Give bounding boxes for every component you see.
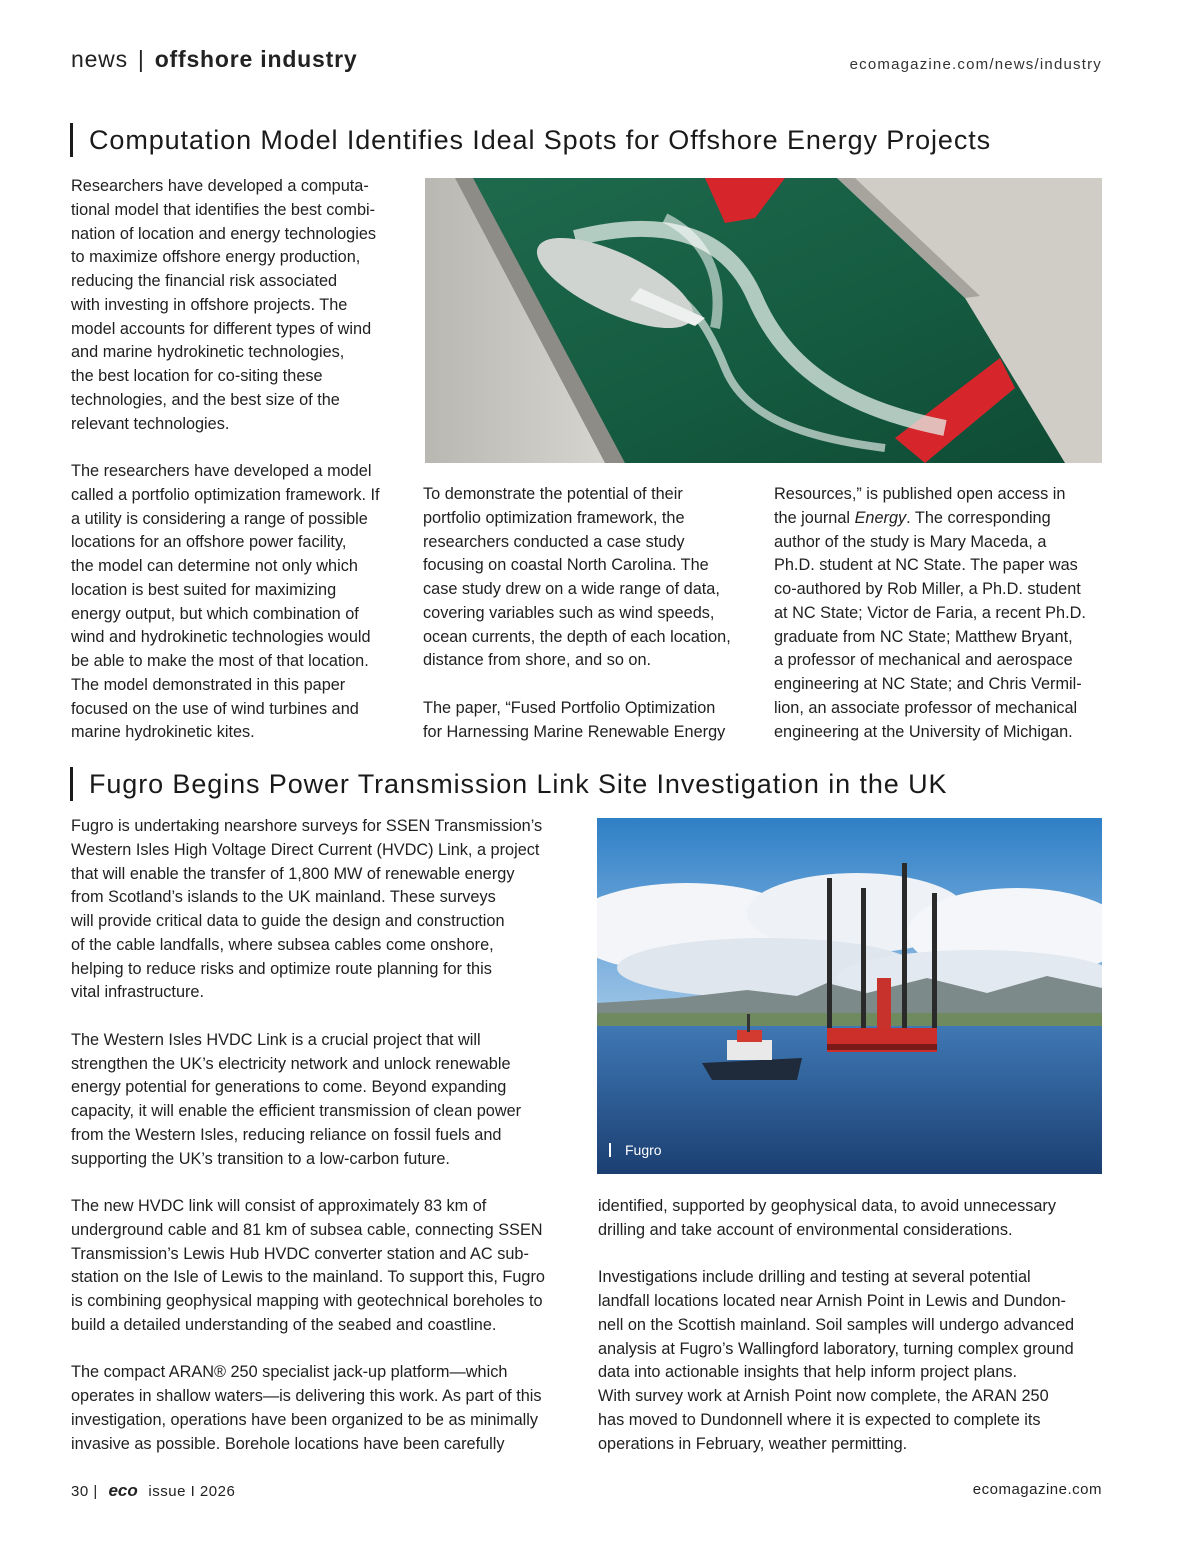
text-line: focused on the use of wind turbines and — [71, 699, 359, 718]
journal-name: Energy — [854, 508, 907, 527]
text-line: is combining geophysical mapping with geotechnical boreholes to — [71, 1292, 543, 1310]
text-line: relevant technologies. — [71, 414, 230, 433]
caption-bar — [609, 1143, 611, 1157]
article2-title-text: Fugro Begins Power Transmission Link Site Investigation in the UK — [89, 769, 948, 799]
text-line: The paper, “Fused Portfolio Optimization — [423, 698, 716, 717]
article2-col1-para4 — [71, 1361, 581, 1456]
text-line: operations in February, weather permitting. — [598, 1434, 908, 1453]
header-url: ecomagazine.com/news/industry — [849, 56, 1102, 73]
text-line: graduate from NC State; Matthew Bryant, — [774, 627, 1073, 646]
article2-col1-para2 — [71, 1029, 581, 1172]
text-line: The compact ARAN® 250 specialist jack-up platform—which — [71, 1363, 508, 1382]
text-line: station on the Isle of Lewis to the mainland. To support this, Fugro — [71, 1268, 545, 1287]
text-line: drilling and take account of environmental considerations. — [598, 1220, 1013, 1239]
text-line: from the Western Isles, reducing reliance on fossil fuels and — [71, 1125, 502, 1144]
article1-title — [70, 123, 991, 157]
text-line: ocean currents, the depth of each location, — [423, 627, 731, 646]
text-line: that will enable the transfer of 1,800 MW of renewable energy — [71, 864, 515, 883]
text-line: To demonstrate the potential of their — [423, 485, 683, 503]
title-bar — [70, 123, 73, 157]
text-line: will provide critical data to guide the design and construction — [71, 912, 505, 930]
title-bar — [70, 767, 73, 801]
text-line: distance from shore, and so on. — [423, 651, 652, 670]
text-line: tional model that identifies the best combi- — [71, 200, 376, 219]
text-line: identified, supported by geophysical data, to avoid unnecessary — [598, 1197, 1056, 1215]
text-line: at NC State; Victor de Faria, a recent Ph.D. — [774, 603, 1086, 622]
text-line: The researchers have developed a model — [71, 462, 372, 480]
text-line: to maximize offshore energy production, — [71, 248, 361, 267]
text-line: has moved to Dundonnell where it is expected to complete its — [598, 1410, 1041, 1429]
text-line: covering variables such as wind speeds, — [423, 603, 715, 622]
text-line — [774, 507, 1104, 531]
text-line: The model demonstrated in this paper — [71, 675, 346, 694]
article2-column-2 — [598, 1195, 1108, 1456]
article1-title-text: Computation Model Identifies Ideal Spots for Offshore Energy Projects — [89, 125, 992, 155]
text-line: Western Isles High Voltage Direct Current (HVDC) Link, a project — [71, 840, 540, 859]
section-separator: | — [137, 46, 145, 72]
article1-col2-para2 — [423, 697, 763, 745]
text-line: a professor of mechanical and aerospace — [774, 651, 1073, 670]
text-line: engineering at NC State; and Chris Vermil- — [774, 675, 1082, 693]
text-fragment: the journal — [774, 508, 855, 527]
article1-col2-para1 — [423, 483, 763, 673]
text-line: reducing the financial risk associated — [71, 272, 338, 290]
article2-col2-para2 — [598, 1266, 1108, 1456]
text-line: analysis at Fugro’s Wallingford laboratory, turning complex ground — [598, 1339, 1074, 1358]
eco-logo: eco — [108, 1481, 138, 1500]
section-header — [71, 46, 357, 73]
text-line: Fugro is undertaking nearshore surveys for SSEN Transmission’s — [71, 817, 543, 835]
text-line: for Harnessing Marine Renewable Energy — [423, 722, 726, 741]
caption-text: Fugro — [625, 1142, 662, 1158]
text-line: location is best suited for maximizing — [71, 580, 337, 599]
section-topic: offshore industry — [154, 46, 358, 72]
text-line: technologies, and the best size of the — [71, 390, 340, 409]
text-line: nation of location and energy technologies — [71, 224, 377, 243]
text-line: vital infrastructure. — [71, 983, 205, 1002]
article1-col1-para1 — [71, 175, 411, 436]
text-line: Investigations include drilling and testing at several potential — [598, 1268, 1031, 1287]
text-line: helping to reduce risks and optimize route planning for this — [71, 959, 492, 978]
article1-column-1 — [71, 175, 411, 745]
article1-col1-para2 — [71, 460, 411, 745]
text-line: marine hydrokinetic kites. — [71, 723, 255, 742]
jackup-platform-photo — [597, 818, 1102, 1174]
photo-caption — [609, 1142, 662, 1158]
text-line: energy output, but which combination of — [71, 604, 359, 623]
text-line: the model can determine not only which — [71, 557, 358, 575]
text-line: focusing on coastal North Carolina. The — [423, 556, 709, 575]
text-line: and marine hydrokinetic technologies, — [71, 343, 345, 362]
text-line: Researchers have developed a computa- — [71, 177, 369, 195]
text-line: co-authored by Rob Miller, a Ph.D. student — [774, 580, 1081, 598]
text-line: a utility is considering a range of possible — [71, 509, 368, 528]
text-line: be able to make the most of that location. — [71, 652, 369, 670]
text-line: operates in shallow waters—is delivering this work. As part of this — [71, 1387, 542, 1405]
text-line: Ph.D. student at NC State. The paper was — [774, 556, 1078, 575]
text-line: invasive as possible. Borehole locations have been carefully — [71, 1434, 505, 1453]
text-line: portfolio optimization framework, the — [423, 508, 685, 527]
text-fragment: . The corresponding — [906, 508, 1051, 527]
text-line: nell on the Scottish mainland. Soil samples will undergo advanced — [598, 1315, 1075, 1334]
article2-col1-para1 — [71, 815, 581, 1005]
footer-left — [71, 1481, 235, 1501]
article2-col2-para1 — [598, 1195, 1108, 1243]
text-line: strengthen the UK’s electricity network and unlock renewable — [71, 1054, 511, 1073]
article2-col1-para3 — [71, 1195, 581, 1338]
text-line: researchers conducted a case study — [423, 532, 685, 551]
text-line: model accounts for different types of wind — [71, 319, 372, 338]
text-line: with investing in offshore projects. The — [71, 295, 348, 314]
text-line: engineering at the University of Michigan. — [774, 722, 1073, 741]
text-line: capacity, it will enable the efficient transmission of clean power — [71, 1102, 522, 1120]
text-line: data into actionable insights that help inform project plans. — [598, 1363, 1018, 1382]
text-line: The Western Isles HVDC Link is a crucial project that will — [71, 1030, 481, 1049]
text-line: underground cable and 81 km of subsea cable, connecting SSEN — [71, 1220, 543, 1239]
text-line: from Scotland’s islands to the UK mainland. These surveys — [71, 888, 496, 907]
article1-col3-para — [774, 483, 1104, 744]
article1-column-2 — [423, 483, 763, 744]
page-number: 30 — [71, 1483, 89, 1500]
section-label: news — [71, 46, 128, 72]
text-line: lion, an associate professor of mechanical — [774, 698, 1078, 717]
text-line: Transmission’s Lewis Hub HVDC converter station and AC sub- — [71, 1244, 529, 1263]
text-line: The new HVDC link will consist of approximately 83 km of — [71, 1197, 487, 1215]
footer-site: ecomagazine.com — [972, 1481, 1102, 1498]
text-line: supporting the UK’s transition to a low-carbon future. — [71, 1149, 450, 1168]
article2-title — [70, 767, 947, 801]
text-line: build a detailed understanding of the seabed and coastline. — [71, 1315, 497, 1334]
text-line: locations for an offshore power facility, — [71, 533, 347, 552]
text-line: the best location for co-siting these — [71, 367, 323, 385]
article1-col3-rest — [774, 531, 1104, 745]
text-line: With survey work at Arnish Point now complete, the ARAN 250 — [598, 1387, 1049, 1405]
text-line: landfall locations located near Arnish Point in Lewis and Dundon- — [598, 1292, 1066, 1310]
issue-label: issue I 2026 — [148, 1483, 236, 1500]
text-line: case study drew on a wide range of data, — [423, 580, 720, 598]
text-line: of the cable landfalls, where subsea cables come onshore, — [71, 935, 494, 954]
text-line: investigation, operations have been organized to be as minimally — [71, 1410, 539, 1429]
text-line: Resources,” is published open access in — [774, 485, 1066, 503]
kite-turbine-photo — [425, 178, 1102, 463]
text-line: energy potential for generations to come. Beyond expanding — [71, 1078, 507, 1097]
article2-column-1 — [71, 815, 581, 1456]
text-line: called a portfolio optimization framework. If — [71, 485, 380, 504]
footer-separator: | — [93, 1483, 98, 1500]
text-line: author of the study is Mary Maceda, a — [774, 532, 1047, 551]
article1-column-3 — [774, 483, 1104, 744]
text-line: wind and hydrokinetic technologies would — [71, 628, 371, 647]
